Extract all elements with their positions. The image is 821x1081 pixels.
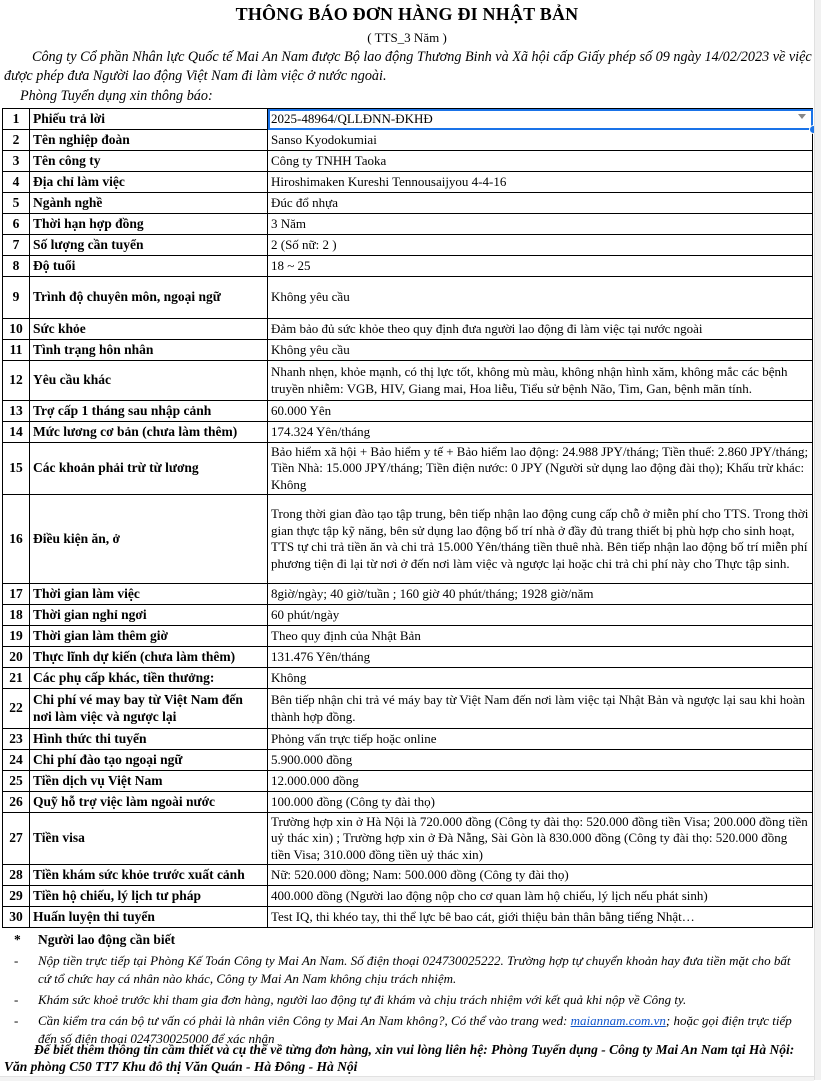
row-number[interactable]: 18 <box>3 605 30 626</box>
row-label[interactable]: Các phụ cấp khác, tiền thưởng: <box>30 668 268 689</box>
row-number[interactable]: 30 <box>3 907 30 928</box>
document-subtitle: ( TTS_3 Năm ) <box>367 30 447 45</box>
table-row <box>3 130 813 151</box>
table-row <box>3 792 813 813</box>
row-value-text: Không yêu cầu <box>271 341 350 357</box>
row-value-text: Phỏng vấn trực tiếp hoặc online <box>271 730 437 746</box>
row-number[interactable]: 21 <box>3 668 30 689</box>
table-row <box>3 750 813 771</box>
row-number[interactable]: 15 <box>3 443 30 495</box>
row-label[interactable]: Chi phí đào tạo ngoại ngữ <box>30 750 268 771</box>
row-label[interactable]: Thời hạn hợp đồng <box>30 214 268 235</box>
row-value[interactable] <box>268 668 813 689</box>
row-value[interactable] <box>268 340 813 361</box>
table-row <box>3 214 813 235</box>
row-label[interactable]: Yêu cầu khác <box>30 361 268 401</box>
table-row <box>3 340 813 361</box>
row-number[interactable]: 8 <box>3 256 30 277</box>
row-label[interactable]: Thời gian làm việc <box>30 584 268 605</box>
row-number[interactable]: 2 <box>3 130 30 151</box>
notes-list <box>0 952 812 1051</box>
table-row <box>3 605 813 626</box>
row-value-text: 5.900.000 đồng <box>271 751 353 767</box>
row-number[interactable]: 1 <box>3 109 30 130</box>
row-value[interactable] <box>268 422 813 443</box>
table-row <box>3 172 813 193</box>
row-value-text: Test IQ, thi khéo tay, thi thể lực bê bao cát, giới thiệu bản thân bằng tiếng Nhật… <box>271 908 695 924</box>
row-value[interactable] <box>268 605 813 626</box>
row-value-text: 174.324 Yên/tháng <box>271 423 371 439</box>
row-value[interactable] <box>268 130 813 151</box>
row-value-text: 131.476 Yên/tháng <box>271 648 371 664</box>
row-value[interactable] <box>268 193 813 214</box>
row-label[interactable]: Chi phí vé may bay từ Việt Nam đến nơi làm việc và ngược lại <box>30 689 268 729</box>
row-value[interactable] <box>268 319 813 340</box>
table-row <box>3 235 813 256</box>
document-title: THÔNG BÁO ĐƠN HÀNG ĐI NHẬT BẢN <box>235 4 579 24</box>
row-value[interactable] <box>268 277 813 319</box>
row-label[interactable]: Tình trạng hôn nhân <box>30 340 268 361</box>
row-value-text: Bảo hiểm xã hội + Bảo hiểm y tế + Bảo hiểm lao động: 24.988 JPY/tháng; Tiền thuế: 2.860 JPY/tháng; Tiền Nhà: 15.000 JPY/tháng; Tiền điện nước: 0 JPY (Người sử dụng lao động đài thọ); Khấu trừ khác: Không <box>271 443 809 492</box>
table-row <box>3 422 813 443</box>
row-value[interactable] <box>268 584 813 605</box>
notes-heading <box>14 932 175 948</box>
table-row <box>3 109 813 130</box>
row-value[interactable] <box>268 256 813 277</box>
table-row <box>3 647 813 668</box>
row-value-text: Đúc đổ nhựa <box>271 194 338 210</box>
vertical-scrollbar[interactable] <box>814 0 821 1080</box>
row-value-text: 60.000 Yên <box>271 402 332 418</box>
table-row <box>3 626 813 647</box>
note-text: Cần kiểm tra cán bộ tư vấn có phải là nhân viên Công ty Mai An Nam không?, Có thể vào trang wed: <box>38 1013 571 1028</box>
table-row <box>3 907 813 928</box>
table-row <box>3 729 813 750</box>
row-value[interactable] <box>268 886 813 907</box>
notes-heading-text: Người lao động cần biết <box>38 932 176 947</box>
row-number[interactable]: 5 <box>3 193 30 214</box>
row-value[interactable] <box>268 361 813 401</box>
bullet-dash: - <box>14 953 19 968</box>
note-item <box>0 991 812 1009</box>
row-number[interactable]: 11 <box>3 340 30 361</box>
row-value[interactable] <box>268 647 813 668</box>
row-label[interactable]: Hình thức thi tuyển <box>30 729 268 750</box>
table-row <box>3 193 813 214</box>
row-value[interactable] <box>268 214 813 235</box>
row-value-text: Nhanh nhẹn, khỏe mạnh, có thị lực tốt, không mù màu, không nhận hình xăm, không mắc các bệnh truyền nhiễm: VGB, HIV, Giang mai, Hoa liễu, Tiểu sử bệnh Não, Tim, Gan, bệnh mãn tính. <box>271 364 788 396</box>
horizontal-scrollbar[interactable] <box>0 1076 814 1081</box>
row-value[interactable] <box>268 813 813 865</box>
row-number[interactable]: 14 <box>3 422 30 443</box>
row-value[interactable] <box>268 235 813 256</box>
row-value[interactable] <box>268 689 813 729</box>
row-value-text: Trong thời gian đào tạo tập trung, bên tiếp nhận lao động cung cấp chỗ ở miễn phí cho TTS. Trong thời gian thực tập kỹ năng, bên sử dụng lao động bố trí nhà ở đầy đủ trang thiết bị phù hợp cho sinh hoạt, TTS tự chi trả tiền ăn và chi trả 15.000 Yên/tháng tiền thuê nhà. Bên tiếp nhận lao động bố trí miễn phí phương tiện đi lại từ nơi ở đến nơi làm việc và ngược lại hoặc chi trả chi phí này cho Thực tập sinh. <box>271 506 809 571</box>
row-number[interactable]: 27 <box>3 813 30 865</box>
row-label[interactable]: Thời gian nghỉ ngơi <box>30 605 268 626</box>
row-value-text: 3 Năm <box>271 215 307 231</box>
website-link[interactable]: maiannam.com.vn <box>570 1013 666 1028</box>
row-number[interactable]: 17 <box>3 584 30 605</box>
row-number[interactable]: 19 <box>3 626 30 647</box>
table-row <box>3 771 813 792</box>
table-row <box>3 319 813 340</box>
row-value-text: Không yêu cầu <box>271 289 350 305</box>
row-number[interactable]: 24 <box>3 750 30 771</box>
row-number[interactable]: 12 <box>3 361 30 401</box>
row-value-text: Sanso Kyodokumiai <box>271 131 377 147</box>
chevron-down-icon[interactable] <box>798 114 806 119</box>
row-value[interactable] <box>268 626 813 647</box>
row-value-text: 400.000 đồng (Người lao động nộp cho cơ quan làm hộ chiếu, lý lịch nếu phát sinh) <box>271 887 708 903</box>
table-row <box>3 277 813 319</box>
row-label[interactable]: Phiếu trả lời <box>30 109 268 130</box>
row-number[interactable]: 23 <box>3 729 30 750</box>
row-value[interactable] <box>268 151 813 172</box>
row-label[interactable]: Thời gian làm thêm giờ <box>30 626 268 647</box>
contact-paragraph: Để biết thêm thông tin cầm thiết và cụ thể về từng đơn hàng, xin vui lòng liên hệ: Phòng Tuyển dụng - Công ty Mai An Nam tại Hà Nội: Văn phòng C50 TT7 Khu đô thị Văn Quán - Hà Đông - Hà Nội <box>4 1042 795 1074</box>
row-label[interactable]: Tiền dịch vụ Việt Nam <box>30 771 268 792</box>
table-row <box>3 886 813 907</box>
table-row <box>3 495 813 584</box>
table-row <box>3 443 813 495</box>
row-value-text: 8giờ/ngày; 40 giờ/tuần ; 160 giờ 40 phút/tháng; 1928 giờ/năm <box>271 585 594 601</box>
table-row <box>3 361 813 401</box>
row-label[interactable]: Độ tuổi <box>30 256 268 277</box>
table-row <box>3 689 813 729</box>
row-value-text: Không <box>271 669 307 685</box>
bullet-dash: - <box>14 1013 19 1028</box>
row-label[interactable]: Điều kiện ăn, ở <box>30 495 268 584</box>
row-value[interactable] <box>268 172 813 193</box>
table-row <box>3 668 813 689</box>
response-number-dropdown[interactable] <box>268 109 813 130</box>
note-text: ; hoặc gọi điện trực tiếp đến số điện thoại 024730025000 để xác nhận <box>38 1013 792 1046</box>
row-number[interactable]: 4 <box>3 172 30 193</box>
row-label[interactable]: Quỹ hỗ trợ việc làm ngoài nước <box>30 792 268 813</box>
row-label[interactable]: Ngành nghề <box>30 193 268 214</box>
row-label[interactable]: Tên công ty <box>30 151 268 172</box>
row-value-text: Nữ: 520.000 đồng; Nam: 500.000 đồng (Công ty đài thọ) <box>271 866 569 882</box>
row-value-text: Bên tiếp nhận chi trả vé máy bay từ Việt Nam đến nơi làm việc tại Nhật Bản và ngược lại sau khi hoàn thành hợp đồng. <box>271 692 806 724</box>
table-row <box>3 865 813 886</box>
row-value-text: 2025-48964/QLLĐNN-ĐKHĐ <box>271 110 433 126</box>
row-value-text: Hiroshimaken Kureshi Tennousaijyou 4-4-16 <box>271 173 507 189</box>
row-number[interactable]: 3 <box>3 151 30 172</box>
row-label[interactable]: Trợ cấp 1 tháng sau nhập cảnh <box>30 401 268 422</box>
row-number[interactable]: 7 <box>3 235 30 256</box>
row-number[interactable]: 9 <box>3 277 30 319</box>
row-label[interactable]: Số lượng cần tuyển <box>30 235 268 256</box>
table-row <box>3 401 813 422</box>
row-label[interactable]: Tên nghiệp đoàn <box>30 130 268 151</box>
row-value-text: 2 (Số nữ: 2 ) <box>271 236 337 252</box>
row-label[interactable]: Sức khỏe <box>30 319 268 340</box>
row-value-text: Đảm bảo đủ sức khỏe theo quy định đưa người lao động đi làm việc tại nước ngoài <box>271 320 703 336</box>
row-number[interactable]: 22 <box>3 689 30 729</box>
row-value[interactable] <box>268 401 813 422</box>
row-number[interactable]: 25 <box>3 771 30 792</box>
row-number[interactable]: 20 <box>3 647 30 668</box>
row-number[interactable]: 6 <box>3 214 30 235</box>
note-text: Khám sức khoẻ trước khi tham gia đơn hàng, người lao động tự đi khám và chịu trách nhiệm với kết quả khi nộp về Công ty. <box>38 992 687 1007</box>
asterisk: * <box>14 932 21 947</box>
row-value-text: Công ty TNHH Taoka <box>271 152 387 168</box>
row-number[interactable]: 28 <box>3 865 30 886</box>
notice-line: Phòng Tuyển dụng xin thông báo: <box>20 88 213 104</box>
table-row <box>3 151 813 172</box>
row-value[interactable] <box>268 907 813 928</box>
table-row <box>3 256 813 277</box>
row-value[interactable] <box>268 865 813 886</box>
table-row <box>3 584 813 605</box>
row-value-text: Trường hợp xin ở Hà Nội là 720.000 đồng (Công ty đài thọ: 520.000 đồng tiền Visa; 200.000 đồng tiền uỷ thác xin) ; Trường hợp xin ở Đà Nẵng, Sài Gòn là 830.000 đồng (Công ty đài thọ: 520.000 đồng tiền Visa; 310.000 đồng tiền uỷ thác xin) <box>271 813 808 862</box>
row-value-text: 12.000.000 đồng <box>271 772 359 788</box>
note-item <box>0 952 812 988</box>
bullet-dash: - <box>14 992 19 1007</box>
row-label[interactable]: Mức lương cơ bản (chưa làm thêm) <box>30 422 268 443</box>
row-label[interactable]: Địa chỉ làm việc <box>30 172 268 193</box>
note-text: Nộp tiền trực tiếp tại Phòng Kế Toán Công ty Mai An Nam. Số điện thoại 024730025222. Trường hợp tự chuyển khoản hay đưa tiền mặt cho bất cứ tổ chức hay cá nhân nào khác, Công ty Mai An Nam không chịu trách nhiệm. <box>38 953 791 986</box>
row-value[interactable] <box>268 495 813 584</box>
row-number[interactable]: 26 <box>3 792 30 813</box>
row-number[interactable]: 16 <box>3 495 30 584</box>
row-number[interactable]: 13 <box>3 401 30 422</box>
row-value[interactable] <box>268 750 813 771</box>
table-row <box>3 813 813 865</box>
row-label[interactable]: Tiền khám sức khỏe trước xuất cảnh <box>30 865 268 886</box>
row-value[interactable] <box>268 729 813 750</box>
row-value-text: 100.000 đồng (Công ty đài thọ) <box>271 793 435 809</box>
row-value-text: Theo quy định của Nhật Bản <box>271 627 421 643</box>
row-value[interactable] <box>268 792 813 813</box>
row-number[interactable]: 10 <box>3 319 30 340</box>
row-label[interactable]: Thực lĩnh dự kiến (chưa làm thêm) <box>30 647 268 668</box>
row-label[interactable]: Huấn luyện thi tuyển <box>30 907 268 928</box>
row-label[interactable]: Tiền hộ chiếu, lý lịch tư pháp <box>30 886 268 907</box>
order-table <box>2 108 813 928</box>
row-value-text: 18 ~ 25 <box>271 257 311 273</box>
row-label[interactable]: Trình độ chuyên môn, ngoại ngữ <box>30 277 268 319</box>
row-value-text: 60 phút/ngày <box>271 606 340 622</box>
row-label[interactable]: Các khoản phải trừ từ lương <box>30 443 268 495</box>
row-value[interactable] <box>268 771 813 792</box>
row-number[interactable]: 29 <box>3 886 30 907</box>
row-value[interactable] <box>268 443 813 495</box>
row-label[interactable]: Tiền visa <box>30 813 268 865</box>
intro-paragraph: Công ty Cổ phần Nhân lực Quốc tế Mai An Nam được Bộ lao động Thương Binh và Xã hội cấp Giấy phép số 09 ngày 14/02/2023 về việc được phép đưa Người lao động Việt Nam đi làm việc ở nước ngoài. <box>4 49 812 84</box>
